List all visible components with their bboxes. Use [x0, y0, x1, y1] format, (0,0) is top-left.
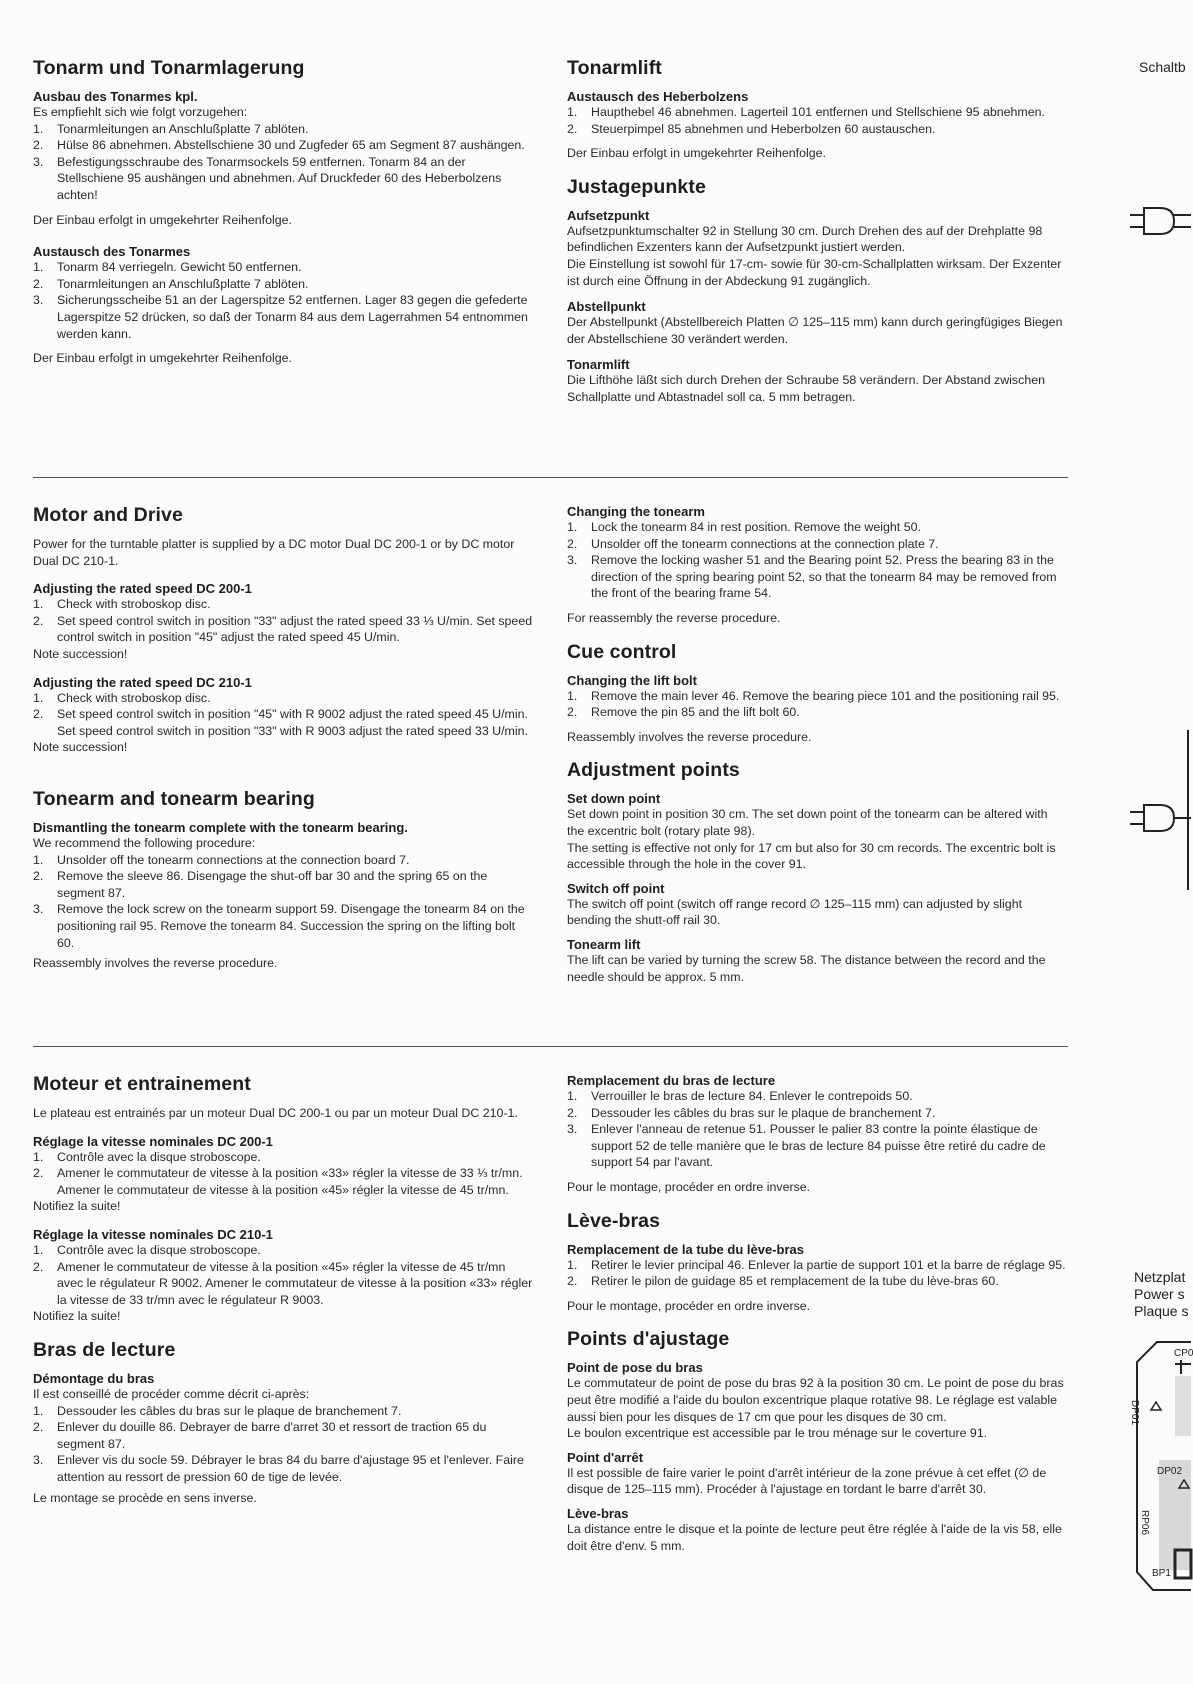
- body-text: Le boulon excentrique est accessible par le trou ménage sur le coverture 91.: [567, 1426, 988, 1441]
- list-item: 3. Enlever l'anneau de retenue 51. Pousser le palier 83 contre la pointe élastique de support 52 de telle manière que le bras de lecture 84 puisse être retiré du cadre de support 54 par l'avant.: [567, 1122, 1046, 1170]
- subsection-title: Réglage la vitesse nominales DC 210-1: [33, 1226, 273, 1242]
- list-item: 1. Verrouiller le bras de lecture 84. Enlever le contrepoids 50.: [567, 1089, 913, 1103]
- section-title: Tonarmlift: [567, 57, 662, 79]
- note-text: Notifiez la suite!: [33, 1199, 121, 1214]
- note-text: Der Einbau erfolgt in umgekehrter Reihenfolge.: [567, 146, 826, 161]
- section-title: Lève-bras: [567, 1209, 661, 1232]
- english-right-column: [567, 504, 1067, 985]
- list-item: 1. Tonarmleitungen an Anschlußplatte 7 ablöten.: [33, 121, 309, 136]
- intro-text: We recommend the following procedure:: [33, 835, 256, 850]
- note-text: Note succession!: [33, 740, 128, 755]
- section-title: Bras de lecture: [33, 1338, 176, 1361]
- note-text: Der Einbau erfolgt in umgekehrter Reihenfolge.: [33, 351, 292, 366]
- list-item: 2. Steuerpimpel 85 abnehmen und Heberbolzen 60 austauschen.: [567, 121, 936, 136]
- note-text: Der Einbau erfolgt in umgekehrter Reihenfolge.: [33, 212, 292, 227]
- step-list: [567, 104, 1067, 137]
- note-text: Reassembly involves the reverse procedure.: [567, 729, 812, 744]
- list-item: 2. Set speed control switch in position "33" adjust the rated speed 33 ⅓ U/min. Set speed control switch in position "45" adjust the rated speed 45 U/min.: [33, 613, 533, 645]
- step-list: [33, 1149, 533, 1199]
- subsection-title: Aufsetzpunkt: [567, 207, 650, 223]
- english-left-column: [33, 504, 533, 972]
- step-list: [567, 519, 1067, 602]
- note-text: Le montage se procède en sens inverse.: [33, 1490, 257, 1505]
- body-text: The setting is effective not only for 17 cm but also for 30 cm records. The excentric bolt is accessible through the hole in the cover 91.: [567, 840, 1056, 872]
- plug-symbol-icon: [1130, 205, 1191, 237]
- intro-text: Es empfiehlt sich wie folgt vorzugehen:: [33, 105, 248, 119]
- body-text: The switch off point (switch off range record ∅ 125–115 mm) can adjusted by slight bending the shutt-off rail 30.: [567, 896, 1023, 928]
- section-title: Motor and Drive: [33, 504, 183, 526]
- board-label-bp1: BP1: [1152, 1568, 1171, 1579]
- list-item: 1. Contrôle avec la disque stroboscope.: [33, 1242, 261, 1257]
- body-text: Aufsetzpunktumschalter 92 in Stellung 30 cm. Durch Drehen des auf der Drehplatte 98 befindlichen Exzenters kann der Aufsetzpunkt justiert werden.: [567, 223, 1043, 255]
- body-text: Die Einstellung ist sowohl für 17-cm- sowie für 30-cm-Schallplatten wirksam. Der Exzenter ist durch eine Öffnung in der Abdeckung 91 zugänglich.: [567, 256, 1062, 288]
- section-divider: [33, 1046, 1068, 1047]
- list-item: 2. Remove the pin 85 and the lift bolt 60.: [567, 705, 800, 720]
- section-title: Tonearm and tonearm bearing: [33, 787, 315, 810]
- list-item: 2. Enlever du douille 86. Debrayer de barre d'arret 30 et ressort de traction 65 du segment 87.: [33, 1420, 487, 1451]
- intro-text: Il est conseillé de procéder comme décrit ci-après:: [33, 1386, 310, 1401]
- section-title: Adjustment points: [567, 759, 740, 782]
- wire-line-icon: [1184, 730, 1191, 890]
- subsection-title: Lève-bras: [567, 1505, 629, 1521]
- subsection-title: Point de pose du bras: [567, 1360, 703, 1376]
- section-title: Tonarm und Tonarmlagerung: [33, 57, 305, 79]
- list-item: 1. Check with stroboskop disc.: [33, 597, 211, 612]
- subsection-title: Démontage du bras: [33, 1370, 155, 1386]
- subsection-title: Tonarmlift: [567, 357, 630, 373]
- board-label-cp0: CP0: [1174, 1348, 1193, 1359]
- subsection-title: Switch off point: [567, 880, 665, 896]
- body-text: Le commutateur de point de pose du bras 92 à la position 30 cm. Le point de pose du bras peut être modifié a l'aide du boulon excentrique plaque rotative 98. Le réglage est valable aussi bien pour les disques de 17 cm que pour les disques de 30 cm.: [567, 1376, 1064, 1424]
- list-item: 1. Check with stroboskop disc.: [33, 690, 211, 705]
- list-item: 2. Retirer le pilon de guidage 85 et remplacement de la tube du lève-bras 60.: [567, 1274, 999, 1289]
- list-item: 3. Enlever vis du socle 59. Débrayer le bras 84 du barre d'ajustage 95 et l'enlever. Faire attention au ressort de pression 60 de tige de levée.: [33, 1453, 524, 1484]
- step-list: [33, 690, 533, 740]
- subsection-title: Remplacement du bras de lecture: [567, 1073, 776, 1088]
- subsection-title: Austausch des Tonarmes: [33, 244, 191, 260]
- note-text: Pour le montage, procéder en ordre inverse.: [567, 1298, 811, 1313]
- subsection-title: Set down point: [567, 791, 661, 807]
- margin-caption-line: Power s: [1134, 1286, 1185, 1302]
- list-item: 3. Remove the locking washer 51 and the Bearing point 52. Press the bearing 83 in the direction of the spring bearing point 52, so that the tonearm 84 may be removed from the front of the bearing frame 54.: [567, 553, 1057, 601]
- step-list: [33, 596, 533, 646]
- step-list: [567, 1257, 1067, 1290]
- intro-text: Power for the turntable platter is supplied by a DC motor Dual DC 200-1 or by DC motor Dual DC 210-1.: [33, 537, 515, 568]
- plug-symbol-icon: [1130, 802, 1191, 834]
- german-left-column: [33, 57, 533, 367]
- subsection-title: Remplacement de la tube du lève-bras: [567, 1241, 804, 1257]
- margin-heading: Schaltb: [1139, 59, 1186, 75]
- list-item: 1. Retirer le levier principal 46. Enlever la partie de support 101 et la barre de réglage 95.: [567, 1257, 1066, 1272]
- list-item: 2. Set speed control switch in position "45" with R 9002 adjust the rated speed 45 U/min. Set speed control switch in position "33" with R 9003 adjust the rated speed 33 U/min.: [33, 707, 528, 738]
- margin-caption-line: Netzplat: [1134, 1269, 1186, 1285]
- subsection-title: Point d'arrêt: [567, 1449, 644, 1465]
- board-label-rp06: RP06: [1139, 1510, 1150, 1536]
- section-title: Justagepunkte: [567, 175, 706, 198]
- list-item: 3. Remove the lock screw on the tonearm support 59. Disengage the tonearm 84 on the positioning rail 95. Remove the tonearm 84. Succession the spring on the lifting bolt 60.: [33, 902, 525, 950]
- subsection-title: Austausch des Heberbolzens: [567, 89, 749, 104]
- list-item: 2. Dessouder les câbles du bras sur le plaque de branchement 7.: [567, 1105, 936, 1120]
- subsection-title: Tonearm lift: [567, 936, 641, 952]
- list-item: 2. Amener le commutateur de vitesse à la position «45» régler la vitesse de 45 tr/mn avec le régulateur R 9002. Amener le commutateur de vitesse à la position «33» régler la vitesse de 33 tr/mn avec le régulateur R 9003.: [33, 1259, 533, 1307]
- section-title: Cue control: [567, 640, 677, 663]
- board-label-dp02: DP02: [1157, 1466, 1183, 1477]
- list-item: 2. Remove the sleeve 86. Disengage the shut-off bar 30 and the spring 65 on the segment 87.: [33, 869, 488, 900]
- list-item: 1. Dessouder les câbles du bras sur le plaque de branchement 7.: [33, 1403, 402, 1418]
- section-title: Moteur et entrainement: [33, 1073, 251, 1095]
- body-text: La distance entre le disque et la pointe de lecture peut être réglée à l'aide de la vis 58, elle doit être d'env. 5 mm.: [567, 1521, 1062, 1553]
- list-item: 3. Befestigungsschraube des Tonarmsockels 59 entfernen. Tonarm 84 an der Stellschiene 95 aushängen und abnehmen. Auf Druckfeder 60 des Heberbolzens achten!: [33, 154, 502, 202]
- body-text: The lift can be varied by turning the screw 58. The distance between the record and the needle should be approx. 5 mm.: [567, 952, 1046, 984]
- margin-caption-line: Plaque s: [1134, 1303, 1189, 1319]
- list-item: 1. Tonarm 84 verriegeln. Gewicht 50 entfernen.: [33, 260, 302, 275]
- intro-text: Le plateau est entrainés par un moteur Dual DC 200-1 ou par un moteur Dual DC 210-1.: [33, 1106, 518, 1120]
- subsection-title: Dismantling the tonearm complete with the tonearm bearing.: [33, 819, 408, 835]
- board-label-dp01: DP01: [1129, 1400, 1140, 1426]
- french-right-column: [567, 1073, 1067, 1554]
- subsection-title: Adjusting the rated speed DC 210-1: [33, 674, 252, 690]
- note-text: Pour le montage, procéder en ordre inverse.: [567, 1179, 811, 1194]
- step-list: [33, 121, 533, 204]
- list-item: 1. Hauptheb​el 46 abnehmen. Lagerteil 101 entfernen und Stellschiene 95 abnehmen.: [567, 105, 1045, 119]
- subsection-title: Adjusting the rated speed DC 200-1: [33, 581, 252, 597]
- body-text: Set down point in position 30 cm. The set down point of the tonearm can be altered with the excentric bolt (rotary plate 98).: [567, 807, 1048, 838]
- body-text: Il est possible de faire varier le point d'arrêt intérieur de la zone prévue à cet effet (∅ de disque de 125–115 mm). Procéder à l'ajustage en tordant le barre d'arrêt 30.: [567, 1465, 1047, 1497]
- list-item: 1. Contrôle avec la disque stroboscope.: [33, 1149, 261, 1164]
- subsection-title: Changing the lift bolt: [567, 672, 697, 688]
- list-item: 1. Unsolder off the tonearm connections at the connection board 7.: [33, 852, 410, 867]
- step-list: [567, 1088, 1067, 1171]
- section-divider: [33, 477, 1068, 478]
- list-item: 1. Lock the tonearm 84 in rest position. Remove the weight 50.: [567, 520, 921, 534]
- list-item: 1. Remove the main lever 46. Remove the bearing piece 101 and the positioning rail 95.: [567, 688, 1060, 703]
- note-text: For reassembly the reverse procedure.: [567, 610, 781, 625]
- step-list: [567, 688, 1067, 721]
- body-text: Der Abstellpunkt (Abstellbereich Platten ∅ 125–115 mm) kann durch geringfügiges Biegen der Abstellschiene 30 verändert werden.: [567, 315, 1063, 346]
- german-right-column: [567, 57, 1067, 406]
- note-text: Reassembly involves the reverse procedure.: [33, 956, 278, 971]
- step-list: [33, 852, 533, 952]
- subsection-title: Ausbau des Tonarmes kpl.: [33, 89, 198, 104]
- subsection-title: Réglage la vitesse nominales DC 200-1: [33, 1133, 273, 1149]
- body-text: Die Lifthöhe läßt sich durch Drehen der Schraube 58 verändern. Der Abstand zwischen Schallplatte und Abtastnadel soll ca. 5 mm betragen.: [567, 373, 1045, 404]
- step-list: [33, 1242, 533, 1308]
- french-left-column: [33, 1073, 533, 1506]
- subsection-title: Changing the tonearm: [567, 504, 705, 519]
- list-item: 2. Hülse 86 abnehmen. Abstellschiene 30 und Zugfeder 65 am Segment 87 aushängen.: [33, 138, 525, 153]
- section-title: Points d'ajustage: [567, 1328, 730, 1351]
- list-item: 2. Tonarmleitungen an Anschlußplatte 7 ablöten.: [33, 276, 309, 291]
- subsection-title: Abstellpunkt: [567, 299, 646, 315]
- note-text: Note succession!: [33, 646, 128, 661]
- list-item: 2. Unsolder off the tonearm connections at the connection plate 7.: [567, 536, 939, 551]
- list-item: 2. Amener le commutateur de vitesse à la position «33» régler la vitesse de 33 ⅓ tr/mn. Amener le commutateur de vitesse à la position «45» régler la vitesse de 45 tr/mn.: [33, 1166, 523, 1197]
- note-text: Notifiez la suite!: [33, 1309, 121, 1324]
- step-list: [33, 1403, 533, 1486]
- step-list: [33, 259, 533, 342]
- list-item: 3. Sicherungsscheibe 51 an der Lagerspitze 52 entfernen. Lager 83 gegen die gefederte Lagerspitze 52 drücken, so daß der Tonarm 84 aus dem Lagerrahmen 54 entnommen werden kann.: [33, 293, 528, 341]
